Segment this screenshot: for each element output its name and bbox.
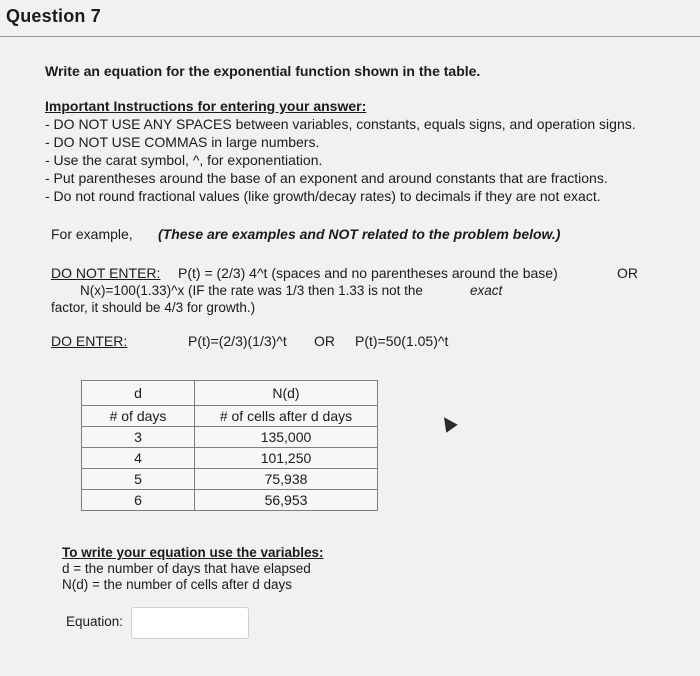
instruction-item: - DO NOT USE ANY SPACES between variables, constants, equals signs, and operation signs.	[45, 116, 636, 132]
do-not-enter-example-2: N(x)=100(1.33)^x (IF the rate was 1/3 then 1.33 is not the	[80, 283, 423, 298]
column-header-n: N(d)	[195, 381, 378, 406]
instruction-item: - Do not round fractional values (like growth/decay rates) to decimals if they are not exact.	[45, 188, 601, 204]
variable-n-definition: N(d) = the number of cells after d days	[62, 577, 292, 592]
example-note: (These are examples and NOT related to the problem below.)	[158, 226, 561, 242]
instruction-item: - DO NOT USE COMMAS in large numbers.	[45, 134, 320, 150]
table-row	[82, 448, 378, 469]
question-title: Question 7	[6, 6, 102, 26]
table-cell-d: 6	[82, 490, 195, 511]
table-cell-n: 75,938	[195, 469, 378, 490]
do-not-enter-note: factor, it should be 4/3 for growth.)	[51, 300, 256, 315]
do-not-enter-label: DO NOT ENTER:	[51, 265, 161, 281]
table-cell-d: 5	[82, 469, 195, 490]
data-table	[81, 380, 378, 511]
variables-heading: To write your equation use the variables:	[62, 545, 324, 560]
equation-input[interactable]	[131, 607, 249, 639]
example-label: For example,	[51, 226, 133, 242]
column-header-d: d	[82, 381, 195, 406]
do-not-enter-example-1: P(t) = (2/3) 4^t (spaces and no parentheses around the base)	[178, 265, 558, 281]
or-label: OR	[617, 265, 638, 281]
table-cell-d: 4	[82, 448, 195, 469]
or-label: OR	[314, 333, 335, 349]
table-row	[82, 490, 378, 511]
do-enter-example-1: P(t)=(2/3)(1/3)^t	[188, 333, 287, 349]
table-cell-d: 3	[82, 427, 195, 448]
prompt-text: Write an equation for the exponential function shown in the table.	[45, 63, 481, 79]
variable-d-definition: d = the number of days that have elapsed	[62, 561, 311, 576]
table-cell-n: 135,000	[195, 427, 378, 448]
equation-label: Equation:	[66, 614, 124, 629]
instruction-item: - Use the carat symbol, ^, for exponentiation.	[45, 152, 323, 168]
exact-word: exact	[470, 283, 503, 298]
mouse-cursor-icon	[438, 413, 457, 432]
instructions-heading: Important Instructions for entering your answer:	[45, 98, 367, 114]
table-header-row	[82, 406, 378, 427]
table-cell-n: 101,250	[195, 448, 378, 469]
table-row	[82, 427, 378, 448]
do-enter-label: DO ENTER:	[51, 333, 128, 349]
column-subheader-d: # of days	[82, 406, 195, 427]
column-subheader-n: # of cells after d days	[195, 406, 378, 427]
do-enter-example-2: P(t)=50(1.05)^t	[355, 333, 449, 349]
table-header-row	[82, 381, 378, 406]
table-cell-n: 56,953	[195, 490, 378, 511]
table-row	[82, 469, 378, 490]
instruction-item: - Put parentheses around the base of an exponent and around constants that are fractions.	[45, 170, 608, 186]
